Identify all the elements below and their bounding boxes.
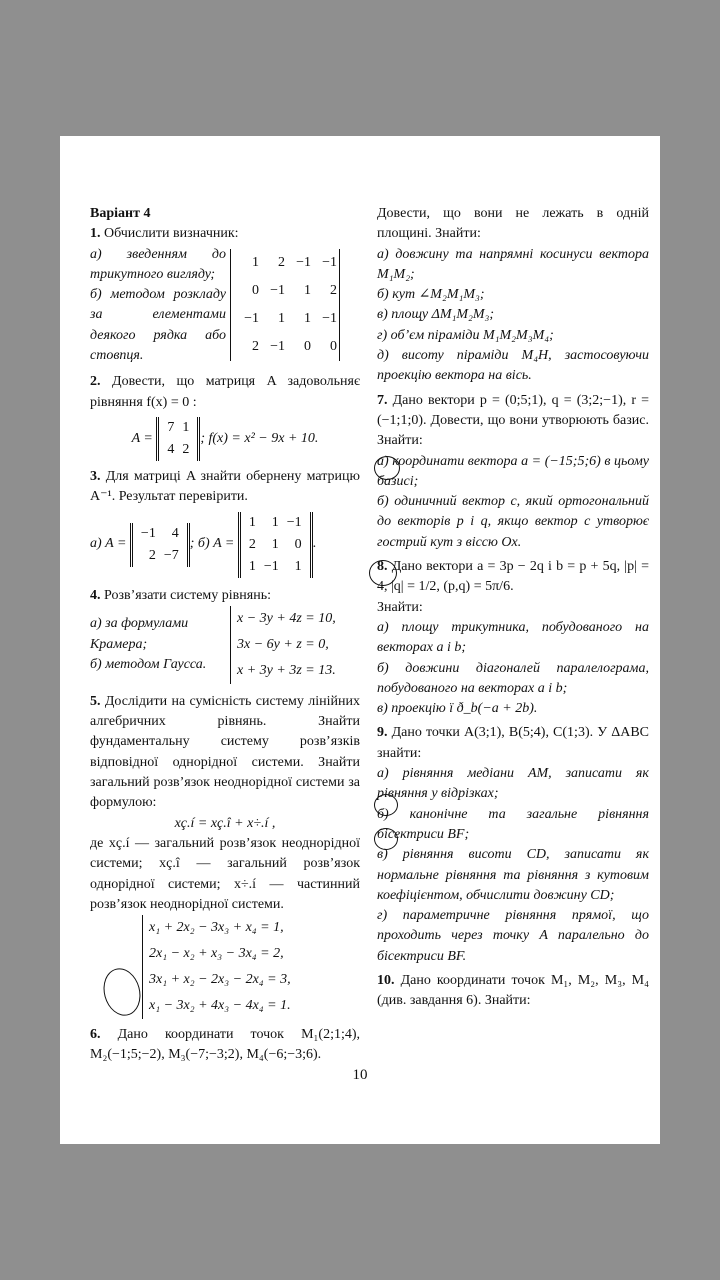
- task-number: 5.: [90, 693, 101, 709]
- task-number: 4.: [90, 587, 101, 603]
- task-option: в) проекцію ï ð_b(−a + 2b).: [377, 701, 538, 717]
- matrix-cell: 1: [252, 255, 259, 271]
- task-option: а) площу трикутника, побудованого на векторах a і b;: [377, 619, 649, 656]
- task-2-formula: [90, 417, 360, 461]
- matrix-cell: −1: [322, 255, 337, 271]
- task-number: 1.: [90, 226, 101, 242]
- equation: x + 3y + 3z = 13.: [237, 662, 336, 678]
- equation: x − 3y + 4z = 10,: [237, 610, 336, 626]
- task-text: Дано координати точок M₁, M₂, M₃, M₄ (див. завдання 6). Знайти:: [377, 972, 649, 1009]
- matrix-cell: 1: [271, 536, 279, 552]
- formula-end: .: [312, 536, 317, 552]
- matrix-cell: −1: [296, 255, 311, 271]
- formula-lhs: A =: [131, 430, 153, 446]
- task-3: [90, 467, 360, 508]
- task-8-items: [377, 618, 649, 719]
- formula: xç.í = xç.î + x÷.í ,: [174, 815, 276, 831]
- formula-explanation: де xç.í — загальний розв’язок неоднорідної системи; xç.î — загальний розв’язок однорідної системи; x÷.í — частинний розв’язок неоднорідної системи.: [90, 835, 360, 912]
- matrix-cell: 1: [182, 419, 190, 435]
- equation: 3x − 6y + z = 0,: [237, 636, 329, 652]
- task-4: [90, 586, 360, 606]
- task-option: б) методом розкладу за елементами деякого рядка або стовпця.: [90, 287, 226, 364]
- equation-system: [230, 606, 336, 684]
- page-number: 10: [352, 1067, 368, 1083]
- task-text: Дано вектори p = (0;5;1), q = (3;2;−1), r = (−1;1;0). Довести, що вони утворюють базис. Знайти:: [377, 392, 650, 449]
- task-option: в) рівняння висоти CD, записати як нормальне рівняння та рівняння з кутовим коефіцієнтом, обчислити довжину CD;: [377, 847, 649, 903]
- equation: x₁ − 3x₂ + 4x₃ − 4x₄ = 1.: [149, 998, 291, 1014]
- matrix: [156, 417, 200, 461]
- matrix-cell: 1: [278, 311, 285, 327]
- task-9-items: [377, 764, 649, 967]
- task-10: [377, 971, 649, 1012]
- task-text: Обчислити визначник:: [104, 226, 239, 242]
- formula-label: а) A =: [90, 536, 127, 552]
- equation: 2x₁ − x₂ + x₃ − 3x₄ = 2,: [149, 946, 284, 962]
- task-text: Дано вектори a = 3p − 2q і b = p + 5q, |p| = 4, |q| = 1/2, (p,q) = 5π/6.: [377, 559, 649, 595]
- task-8: [377, 557, 649, 598]
- task-6: [90, 1025, 360, 1066]
- task-text: Дано координати точок M₁(2;1;4), M₂(−1;5;−2), M₃(−7;−3;2), M₄(−6;−3;6).: [90, 1027, 361, 1063]
- left-column: [90, 204, 360, 1066]
- matrix: [130, 523, 190, 567]
- document-page: [60, 136, 660, 1144]
- task-option: г) параметричне рівняння прямої, що проходить через точку A паралельно до бісектриси BF.: [377, 908, 649, 964]
- matrix-cell: −1: [270, 339, 285, 355]
- task-find-label: Знайти:: [377, 599, 423, 615]
- task-option: г) об’єм піраміди M₁M₂M₃M₄;: [377, 327, 554, 343]
- task-3-formula: [90, 512, 360, 578]
- task-option: в) площу ΔM₁M₂M₃;: [377, 307, 495, 323]
- task-option: а) за формулами Крамера;: [90, 616, 189, 652]
- matrix-cell: −1: [270, 283, 285, 299]
- matrix-cell: −1: [140, 525, 156, 541]
- variant-title: Варіант 4: [90, 206, 151, 221]
- matrix-cell: 2: [148, 547, 156, 563]
- task-text: Розв’язати систему рівнянь:: [104, 587, 271, 603]
- matrix-cell: 0: [252, 283, 259, 299]
- matrix-cell: 1: [248, 558, 256, 574]
- task-2: [90, 372, 360, 413]
- task-5: [90, 692, 360, 814]
- matrix-cell: 1: [304, 283, 311, 299]
- task-option: д) висоту піраміди M₄H, застосовуючи проекцію вектора на вісь.: [377, 348, 649, 384]
- matrix-cell: −7: [163, 547, 179, 563]
- task-number: 7.: [377, 392, 388, 408]
- task-option: а) рівняння медіани AM, записати як рівняння у відрізках;: [377, 766, 649, 802]
- task-option: а) зведенням до трикутного вигляду;: [90, 246, 226, 282]
- task-text: Дослідити на сумісність систему лінійних алгебричних рівнянь. Знайти фундаментальну систему розв’язків відповідної однорідної системи. Знайти загальний розв’язок неоднорідної системи за формулою:: [90, 693, 361, 811]
- task-option: б) кут ∠M₂M₁M₃;: [377, 287, 485, 303]
- task-text: Довести, що матриця A задовольняє рівняння f(x) = 0 :: [90, 374, 360, 410]
- matrix-cell: 1: [294, 558, 302, 574]
- task-7: [377, 391, 649, 452]
- task-9: [377, 723, 649, 764]
- task-1: [90, 224, 360, 244]
- matrix-cell: 1: [304, 311, 311, 327]
- matrix-cell: 2: [278, 255, 285, 271]
- task-number: 8.: [377, 559, 388, 575]
- task-number: 6.: [90, 1027, 101, 1043]
- task-number: 2.: [90, 374, 101, 390]
- equation: 3x₁ + x₂ − 2x₃ − 2x₄ = 3,: [149, 972, 291, 988]
- task-option: б) довжини діагоналей паралелограма, побудованого на векторах a і b;: [377, 660, 649, 696]
- matrix-cell: 1: [271, 514, 279, 530]
- formula-rhs: ; f(x) = x² − 9x + 10.: [200, 430, 319, 446]
- equation-system: [142, 915, 360, 1019]
- matrix-cell: 2: [330, 283, 337, 299]
- matrix-cell: −1: [244, 311, 259, 327]
- equation: x₁ + 2x₂ − 3x₃ + x₄ = 1,: [149, 920, 284, 936]
- formula-label: ; б) A =: [189, 536, 235, 552]
- task-option: а) довжину та напрямні косинуси вектора M₁M₂;: [377, 246, 649, 282]
- determinant-matrix: [230, 249, 340, 361]
- task-6-continuation: Довести, що вони не лежать в одній площині. Знайти:: [377, 206, 649, 242]
- matrix-cell: 1: [248, 514, 256, 530]
- matrix-cell: −1: [286, 514, 302, 530]
- right-column: [377, 204, 649, 1012]
- matrix-cell: 2: [248, 536, 256, 552]
- task-option: а) координати вектора a = (−15;5;6) в цьому базисі;: [377, 453, 649, 489]
- matrix-cell: 0: [304, 339, 311, 355]
- matrix-cell: −1: [263, 558, 279, 574]
- task-1-body: [90, 245, 360, 367]
- task-number: 9.: [377, 725, 388, 741]
- matrix-cell: 0: [330, 339, 337, 355]
- task-6-items: [377, 245, 649, 387]
- matrix-cell: 4: [171, 525, 179, 541]
- matrix-cell: 4: [167, 441, 175, 457]
- task-number: 10.: [377, 972, 395, 988]
- task-option: б) методом Гаусса.: [90, 657, 207, 672]
- matrix: [238, 512, 313, 578]
- task-number: 3.: [90, 468, 101, 484]
- matrix-cell: 7: [167, 419, 175, 435]
- task-4-body: [90, 606, 360, 684]
- task-option: б) одиничний вектор c, який ортогональний до векторів p і q, якщо вектор c утворює гострий кут з віссю Ox.: [377, 494, 649, 550]
- task-7-items: [377, 452, 649, 553]
- matrix-cell: 2: [252, 339, 259, 355]
- matrix-cell: 2: [182, 441, 190, 457]
- task-text: Для матриці A знайти обернену матрицю A⁻¹. Результат перевірити.: [90, 468, 360, 505]
- matrix-cell: 0: [294, 536, 302, 552]
- task-text: Дано точки A(3;1), B(5;4), C(1;3). У ΔABC знайти:: [377, 725, 650, 761]
- matrix-cell: −1: [322, 311, 337, 327]
- task-option: б) канонічне та загальне рівняння бісектриси BF;: [377, 806, 649, 842]
